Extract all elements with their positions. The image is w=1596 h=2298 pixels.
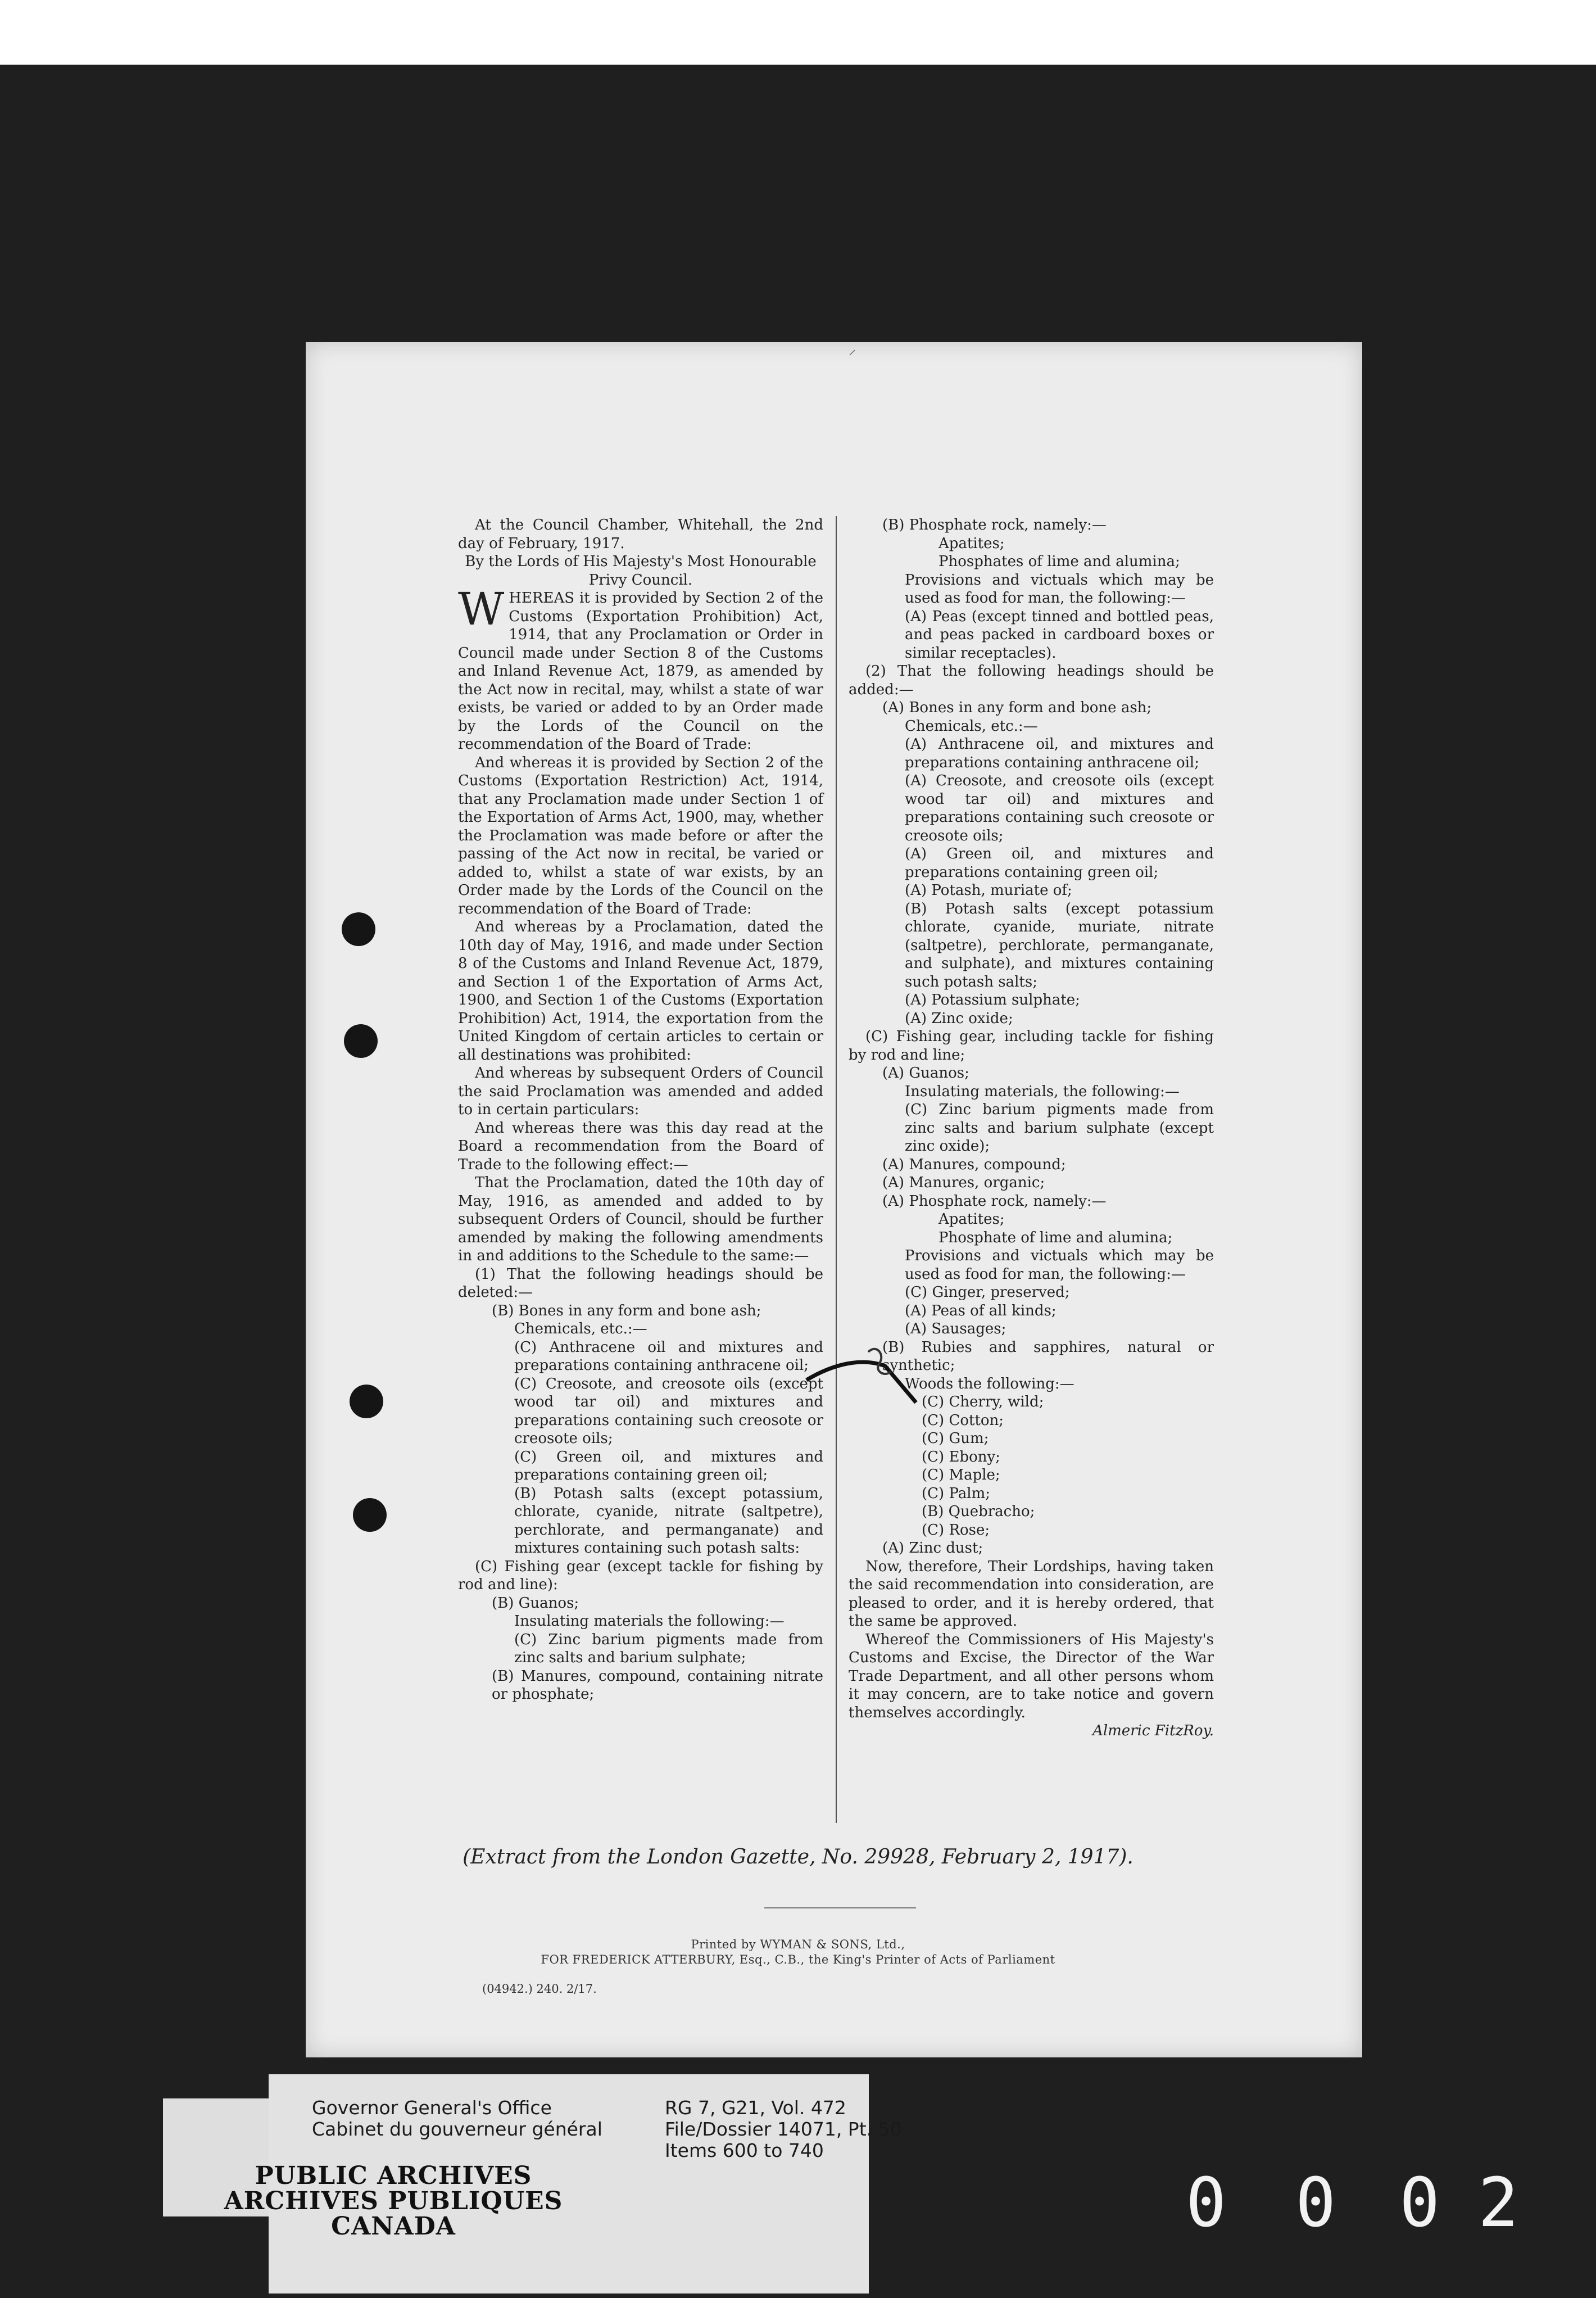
- right-text-column: [849, 516, 1214, 1740]
- right-paragraph: (A) Zinc oxide;: [905, 1010, 1013, 1027]
- right-paragraph: (C) Palm;: [922, 1485, 991, 1502]
- right-paragraph: (C) Fishing gear, including tackle for fishing by rod and line;: [849, 1028, 1214, 1064]
- right-paragraph: (A) Sausages;: [905, 1320, 1006, 1337]
- left-text-column: [458, 516, 823, 1704]
- left-paragraph: (B) Potash salts (except potassium, chlorate, cyanide, nitrate (saltpetre), perchlorate, and permanganate) and mixtures containing such potash salts:: [514, 1485, 823, 1557]
- right-paragraph: Phosphate of lime and alumina;: [938, 1229, 1173, 1246]
- left-paragraph: Insulating materials the following:—: [514, 1613, 785, 1630]
- frame-digit-3: 0: [1399, 2164, 1440, 2242]
- label-file: File/Dossier 14071, Pt. 50: [665, 2118, 902, 2140]
- left-paragraph: (C) Anthracene oil and mixtures and preparations containing anthracene oil;: [514, 1338, 823, 1374]
- left-paragraph: (C) Creosote, and creosote oils (except wood tar oil) and mixtures and preparations containing such creosote or creosote oils;: [514, 1375, 823, 1447]
- right-paragraph: (A) Bones in any form and bone ash;: [882, 699, 1152, 716]
- right-paragraph: Whereof the Commissioners of His Majesty's Customs and Excise, the Director of the War Trade Department, and all other persons whom it may concern, are to take notice and govern themselves accordingly.: [849, 1631, 1214, 1721]
- right-paragraph: (A) Potash, muriate of;: [905, 882, 1072, 899]
- whereas-text: HEREAS it is provided by Section 2 of the Customs (Exportation Prohibition) Act, 1914, that any Proclamation or Order in Council made under Section 8 of the Customs and Inland Revenue Act, 1879, as amended by the Act now in recital, may, whilst a state of war exists, be varied or added to by an Order made by the Lords of the Council on the recommendation of the Board of Trade:: [458, 590, 823, 753]
- right-paragraph: (B) Rubies and sapphires, natural or synthetic;: [882, 1338, 1214, 1374]
- stamp-line-2: ARCHIVES PUBLIQUES: [224, 2187, 563, 2215]
- right-paragraph: (B) Potash salts (except potassium chlorate, cyanide, muriate, nitrate (saltpetre), perchlorate, permanganate, and sulphate), and mixtures containing such potash salts;: [905, 900, 1214, 990]
- left-paragraph: And whereas by subsequent Orders of Council the said Proclamation was amended and added to in certain particulars:: [458, 1065, 823, 1118]
- left-paragraph: That the Proclamation, dated the 10th day of May, 1916, as amended and added to by subsequent Orders of Council, should be further amended by making the following amendments in and additions to the Schedule to the same:—: [458, 1174, 823, 1264]
- column-divider: [836, 516, 837, 1823]
- right-paragraph: Now, therefore, Their Lordships, having taken the said recommendation into consideration, are pleased to order, and it is hereby ordered, that the same be approved.: [849, 1558, 1214, 1630]
- right-paragraph: (C) Zinc barium pigments made from zinc salts and barium sulphate (except zinc oxide);: [905, 1101, 1214, 1155]
- left-paragraph: By the Lords of His Majesty's Most Honourable Privy Council.: [465, 553, 817, 589]
- right-paragraph: (A) Guanos;: [882, 1065, 969, 1082]
- right-paragraph: (A) Potassium sulphate;: [905, 992, 1080, 1008]
- left-paragraph: W: [458, 583, 505, 635]
- right-paragraph: (A) Creosote, and creosote oils (except wood tar oil) and mixtures and preparations containing such creosote or creosote oils;: [905, 772, 1214, 844]
- printer-line-1: Printed by WYMAN & SONS, Ltd.,: [691, 1938, 905, 1951]
- right-paragraph: (C) Maple;: [922, 1467, 1000, 1483]
- right-paragraph: (B) Quebracho;: [922, 1503, 1035, 1520]
- right-paragraph: (A) Phosphate rock, namely:—: [882, 1192, 1107, 1210]
- right-paragraph: Woods the following:—: [905, 1375, 1074, 1392]
- archives-stamp: [0, 2163, 787, 2239]
- dropcap-paragraph: [458, 583, 823, 754]
- right-paragraph: (A) Anthracene oil, and mixtures and preparations containing anthracene oil;: [905, 736, 1214, 771]
- left-paragraph: (1) That the following headings should be deleted:—: [458, 1265, 823, 1301]
- label-office-en: Governor General's Office: [312, 2097, 552, 2119]
- left-paragraph: (C) Fishing gear (except tackle for fishing by rod and line):: [458, 1558, 823, 1593]
- right-paragraph: (2) That the following headings should be added:—: [849, 663, 1214, 698]
- punch-hole-1: [342, 912, 375, 946]
- right-paragraph: (A) Manures, organic;: [882, 1174, 1045, 1191]
- printer-line-2: FOR FREDERICK ATTERBURY, Esq., C.B., the King's Printer of Acts of Parliament: [541, 1953, 1055, 1966]
- frame-digit-2: 0: [1295, 2164, 1336, 2242]
- signature-line: [849, 1722, 1214, 1740]
- label-items: Items 600 to 740: [665, 2139, 824, 2161]
- right-paragraph: (C) Gum;: [922, 1430, 989, 1447]
- printer-credit: [0, 1937, 1596, 1967]
- frame-digit-4: 2: [1478, 2164, 1519, 2242]
- left-paragraph: And whereas by a Proclamation, dated the 10th day of May, 1916, and made under Section 8 of the Customs and Inland Revenue Act, 1879, and Section 1 of the Exportation of Arms Act, 1900, and Section 1 of the Customs (Exportation Prohibition) Act, 1914, the exportation from the United Kingdom of certain articles to certain or all destinations was prohibited:: [458, 919, 823, 1064]
- stamp-line-3: CANADA: [331, 2212, 456, 2241]
- right-paragraph: (A) Manures, compound;: [882, 1156, 1066, 1173]
- right-paragraph: Phosphates of lime and alumina;: [938, 553, 1180, 570]
- label-reference: RG 7, G21, Vol. 472: [665, 2097, 846, 2119]
- right-paragraph: (C) Rose;: [922, 1521, 990, 1539]
- horizontal-rule: [764, 1907, 916, 1908]
- left-paragraph: (B) Guanos;: [492, 1594, 579, 1612]
- right-paragraph: Apatites;: [938, 535, 1005, 552]
- page-tick-mark: ⸝: [849, 341, 856, 358]
- right-paragraph: (A) Zinc dust;: [882, 1540, 983, 1557]
- gazette-extract-line: (Extract from the London Gazette, No. 29928, February 2, 1917).: [463, 1845, 1133, 1869]
- right-paragraph: (C) Cherry, wild;: [922, 1394, 1044, 1410]
- punch-hole-2: [344, 1024, 378, 1058]
- left-paragraph: And whereas it is provided by Section 2 of the Customs (Exportation Restriction) Act, 1914, that any Proclamation made under Section 1 of the Exportation of Arms Act, 1900, may, whether the Proclamation was made before or after the passing of the Act now in recital, be varied or added to, whilst a state of war exists, by an Order made by the Lords of the Council on the recommendation of the Board of Trade:: [458, 754, 823, 917]
- left-paragraph: (C) Zinc barium pigments made from zinc salts and barium sulphate;: [514, 1631, 823, 1666]
- right-paragraph: (C) Ebony;: [922, 1448, 1000, 1465]
- label-office-fr: Cabinet du gouverneur général: [312, 2118, 602, 2140]
- print-code: (04942.) 240. 2/17.: [482, 1982, 597, 1996]
- punch-hole-4: [353, 1498, 387, 1532]
- right-paragraph: (B) Phosphate rock, namely:—: [882, 517, 1107, 533]
- left-paragraph: (C) Green oil, and mixtures and preparations containing green oil;: [514, 1448, 823, 1483]
- right-paragraph: (A) Green oil, and mixtures and preparations containing green oil;: [905, 845, 1214, 881]
- signature: Almeric FitzRoy.: [1092, 1722, 1214, 1739]
- punch-hole-3: [350, 1385, 383, 1418]
- left-paragraph: And whereas there was this day read at the Board a recommendation from the Board of Trade to the following effect:—: [458, 1119, 823, 1173]
- left-paragraph: (B) Manures, compound, containing nitrate or phosphate;: [492, 1667, 823, 1703]
- right-paragraph: (A) Peas of all kinds;: [905, 1302, 1057, 1319]
- right-paragraph: (C) Cotton;: [922, 1412, 1004, 1429]
- stamp-line-1: PUBLIC ARCHIVES: [255, 2161, 532, 2190]
- right-paragraph: Insulating materials, the following:—: [905, 1083, 1180, 1100]
- right-paragraph: Provisions and victuals which may be used as food for man, the following:—: [905, 571, 1214, 607]
- handwritten-mark: [801, 1341, 930, 1408]
- right-paragraph: (C) Ginger, preserved;: [905, 1284, 1070, 1301]
- right-paragraph: (A) Peas (except tinned and bottled peas, and peas packed in cardboard boxes or similar receptacles).: [905, 608, 1214, 662]
- left-paragraph: Chemicals, etc.:—: [514, 1320, 647, 1337]
- right-paragraph: Chemicals, etc.:—: [905, 717, 1038, 735]
- left-paragraph: At the Council Chamber, Whitehall, the 2nd day of February, 1917.: [458, 517, 823, 552]
- right-paragraph: Provisions and victuals which may be used as food for man, the following:—: [905, 1247, 1214, 1283]
- right-paragraph: Apatites;: [938, 1211, 1005, 1228]
- frame-digit-1: 0: [1186, 2164, 1227, 2242]
- left-paragraph: (B) Bones in any form and bone ash;: [492, 1302, 761, 1319]
